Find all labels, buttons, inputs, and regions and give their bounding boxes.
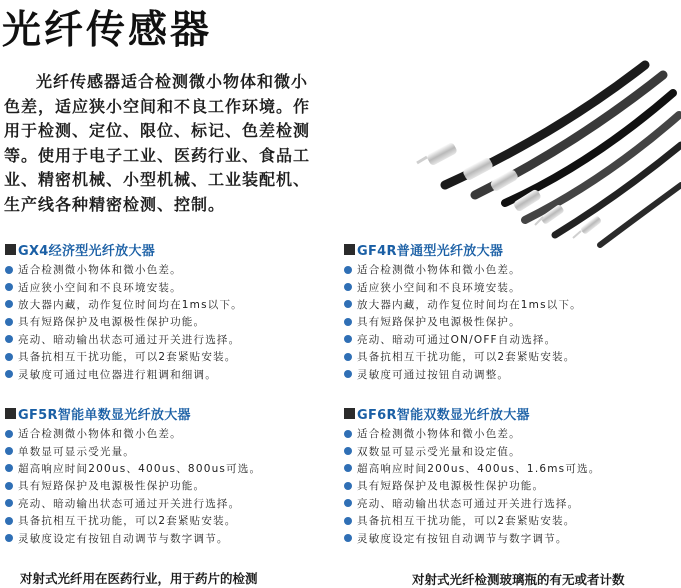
bullet-dot-icon	[5, 482, 13, 490]
square-bullet-icon	[5, 408, 16, 419]
list-item: 适合检测微小物体和微小色差。	[5, 261, 243, 278]
bullet-dot-icon	[5, 300, 13, 308]
bullet-dot-icon	[344, 430, 352, 438]
intro-paragraph: 光纤传感器适合检测微小物体和微小色差，适应狭小空间和不良工作环境。作用于检测、定位、限位、标记、色差检测等。使用于电子工业、医药行业、食品工业、精密机械、小型机械、工业装配机、生产线各种精密检测、控制。	[4, 72, 311, 214]
list-item: 适合检测微小物体和微小色差。	[344, 425, 600, 442]
list-item: 具有短路保护及电源极性保护功能。	[344, 477, 600, 494]
list-item: 具有短路保护及电源极性保护功能。	[5, 477, 261, 494]
bullet-dot-icon	[5, 499, 13, 507]
list-item: 亮动、暗动可通过ON/OFF自动选择。	[344, 331, 582, 348]
list-item: 具有短路保护及电源极性保护功能。	[5, 313, 243, 330]
bullet-dot-icon	[5, 517, 13, 525]
bullet-dot-icon	[5, 534, 13, 542]
bullet-dot-icon	[5, 266, 13, 274]
list-item: 超高响应时间200us、400us、800us可选。	[5, 460, 261, 477]
bullet-dot-icon	[344, 318, 352, 326]
square-bullet-icon	[344, 244, 355, 255]
bullet-dot-icon	[344, 534, 352, 542]
list-item: 放大器内藏，动作复位时间均在1ms以下。	[344, 296, 582, 313]
section-header	[5, 403, 261, 423]
list-item: 单数显可显示受光量。	[5, 442, 261, 459]
bullet-dot-icon	[5, 353, 13, 361]
bullet-dot-icon	[5, 464, 13, 472]
list-item: 灵敏度设定有按钮自动调节与数字调节。	[5, 529, 261, 546]
section-header	[344, 403, 600, 423]
section-gf5r	[5, 403, 261, 547]
list-item: 灵敏度设定有按钮自动调节与数字调节。	[344, 529, 600, 546]
bullet-dot-icon	[5, 318, 13, 326]
section-header	[344, 239, 582, 259]
bullet-dot-icon	[5, 283, 13, 291]
bullet-dot-icon	[5, 430, 13, 438]
bullet-dot-icon	[344, 482, 352, 490]
section-title: GF6R智能双数显光纤放大器	[357, 407, 530, 423]
fiber-cables-photo	[405, 45, 681, 250]
list-item: 具有短路保护及电源极性保护。	[344, 313, 582, 330]
feature-list	[344, 261, 582, 383]
feature-list	[344, 425, 600, 547]
bullet-dot-icon	[344, 447, 352, 455]
bullet-dot-icon	[5, 335, 13, 343]
square-bullet-icon	[5, 244, 16, 255]
bullet-dot-icon	[5, 370, 13, 378]
list-item: 放大器内藏，动作复位时间均在1ms以下。	[5, 296, 243, 313]
section-title: GX4经济型光纤放大器	[18, 243, 156, 259]
bullet-dot-icon	[344, 464, 352, 472]
bullet-dot-icon	[344, 300, 352, 308]
list-item: 具备抗相互干扰功能，可以2套紧贴安装。	[344, 512, 600, 529]
list-item: 具备抗相互干扰功能，可以2套紧贴安装。	[5, 348, 243, 365]
square-bullet-icon	[344, 408, 355, 419]
list-item: 适合检测微小物体和微小色差。	[344, 261, 582, 278]
bullet-dot-icon	[344, 517, 352, 525]
bullet-dot-icon	[344, 283, 352, 291]
list-item: 灵敏度可通过电位器进行粗调和细调。	[5, 365, 243, 382]
list-item: 亮动、暗动输出状态可通过开关进行选择。	[344, 495, 600, 512]
feature-list	[5, 261, 243, 383]
section-header	[5, 239, 243, 259]
page-title: 光纤传感器	[2, 8, 213, 53]
bullet-dot-icon	[344, 266, 352, 274]
section-gx4	[5, 239, 243, 383]
section-title: GF4R普通型光纤放大器	[357, 243, 504, 259]
list-item: 适应狭小空间和不良环境安装。	[5, 278, 243, 295]
section-gf4r	[344, 239, 582, 383]
bullet-dot-icon	[344, 335, 352, 343]
list-item: 具备抗相互干扰功能，可以2套紧贴安装。	[344, 348, 582, 365]
bullet-dot-icon	[344, 370, 352, 378]
section-title: GF5R智能单数显光纤放大器	[18, 407, 191, 423]
caption-right: 对射式光纤检测玻璃瓶的有无或者计数	[412, 572, 625, 587]
section-gf6r	[344, 403, 600, 547]
feature-list	[5, 425, 261, 547]
list-item: 亮动、暗动输出状态可通过开关进行选择。	[5, 331, 243, 348]
list-item: 具备抗相互干扰功能，可以2套紧贴安装。	[5, 512, 261, 529]
caption-left: 对射式光纤用在医药行业，用于药片的检测	[20, 571, 258, 586]
list-item: 适合检测微小物体和微小色差。	[5, 425, 261, 442]
list-item: 灵敏度可通过按钮自动调整。	[344, 365, 582, 382]
list-item: 亮动、暗动输出状态可通过开关进行选择。	[5, 495, 261, 512]
bullet-dot-icon	[344, 499, 352, 507]
list-item: 双数显可显示受光量和设定值。	[344, 442, 600, 459]
list-item: 适应狭小空间和不良环境安装。	[344, 278, 582, 295]
bullet-dot-icon	[5, 447, 13, 455]
bullet-dot-icon	[344, 353, 352, 361]
list-item: 超高响应时间200us、400us、1.6ms可选。	[344, 460, 600, 477]
